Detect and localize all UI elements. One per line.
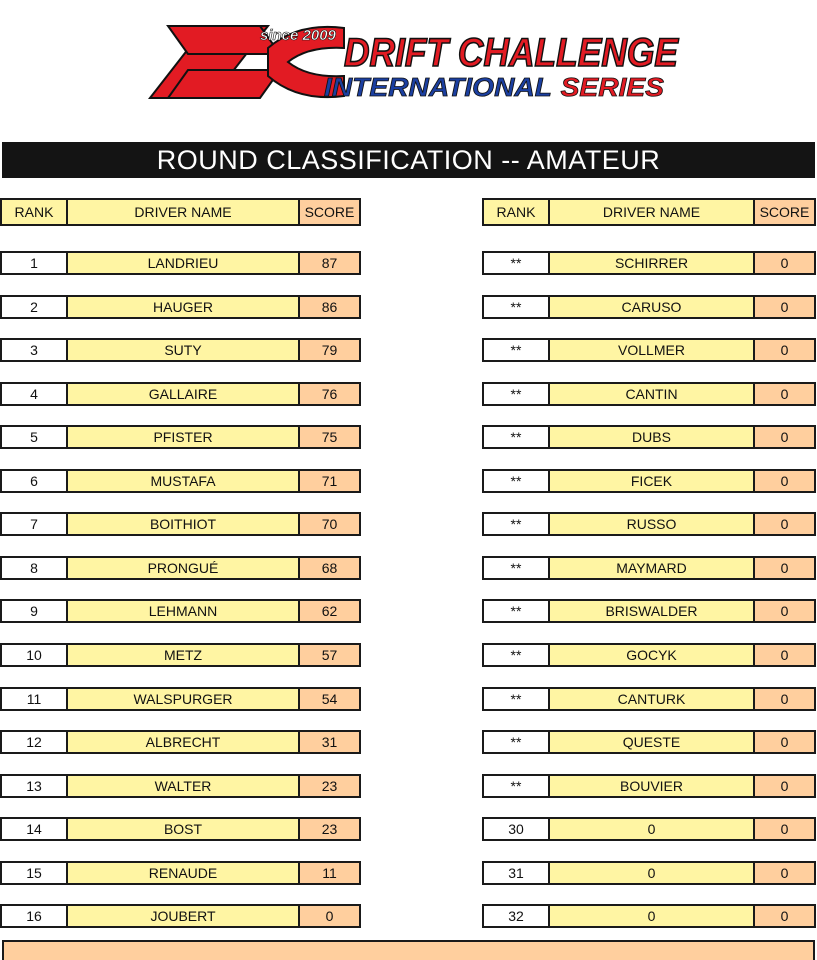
row-rank: 1	[0, 251, 68, 275]
row-rank: **	[482, 730, 550, 754]
logo-since: since 2009	[260, 27, 336, 44]
row-rank: 30	[482, 817, 550, 841]
row-rank: 15	[0, 861, 68, 885]
header-score: SCORE	[298, 198, 361, 226]
logo-x-mark-lower	[168, 70, 280, 98]
row-score: 54	[298, 687, 361, 711]
row-score: 0	[753, 556, 816, 580]
row-rank: 10	[0, 643, 68, 667]
row-rank: **	[482, 425, 550, 449]
row-driver-name: CANTURK	[548, 687, 755, 711]
row-driver-name: BOITHIOT	[66, 512, 300, 536]
row-driver-name: ALBRECHT	[66, 730, 300, 754]
row-rank: 2	[0, 295, 68, 319]
row-driver-name: BRISWALDER	[548, 599, 755, 623]
row-score: 0	[753, 687, 816, 711]
row-score: 0	[753, 730, 816, 754]
row-driver-name: MUSTAFA	[66, 469, 300, 493]
row-score: 0	[753, 425, 816, 449]
row-score: 0	[753, 382, 816, 406]
row-score: 0	[753, 861, 816, 885]
drift-challenge-logo	[148, 18, 688, 104]
row-score: 11	[298, 861, 361, 885]
row-driver-name: QUESTE	[548, 730, 755, 754]
row-driver-name: PFISTER	[66, 425, 300, 449]
row-rank: 13	[0, 774, 68, 798]
row-score: 71	[298, 469, 361, 493]
row-driver-name: METZ	[66, 643, 300, 667]
row-score: 70	[298, 512, 361, 536]
row-rank: 32	[482, 904, 550, 928]
row-driver-name: JOUBERT	[66, 904, 300, 928]
row-score: 62	[298, 599, 361, 623]
row-driver-name: DUBS	[548, 425, 755, 449]
row-driver-name: 0	[548, 861, 755, 885]
row-driver-name: FICEK	[548, 469, 755, 493]
row-driver-name: SUTY	[66, 338, 300, 362]
row-rank: 5	[0, 425, 68, 449]
row-driver-name: CARUSO	[548, 295, 755, 319]
page-title: ROUND CLASSIFICATION -- AMATEUR	[2, 142, 815, 178]
logo-line2	[324, 72, 665, 102]
header-driver-name: DRIVER NAME	[548, 198, 755, 226]
header-rank: RANK	[482, 198, 550, 226]
row-driver-name: PRONGUÉ	[66, 556, 300, 580]
row-driver-name: GALLAIRE	[66, 382, 300, 406]
header-driver-name: DRIVER NAME	[66, 198, 300, 226]
logo-graphic	[148, 18, 688, 104]
row-rank: 11	[0, 687, 68, 711]
row-rank: 31	[482, 861, 550, 885]
row-driver-name: WALTER	[66, 774, 300, 798]
row-rank: **	[482, 643, 550, 667]
row-rank: **	[482, 382, 550, 406]
row-rank: 9	[0, 599, 68, 623]
row-driver-name: BOST	[66, 817, 300, 841]
logo-line2-intern: INTERN	[324, 72, 421, 102]
row-driver-name: LANDRIEU	[66, 251, 300, 275]
row-score: 76	[298, 382, 361, 406]
row-score: 0	[753, 295, 816, 319]
row-rank: **	[482, 338, 550, 362]
row-rank: 6	[0, 469, 68, 493]
row-rank: 4	[0, 382, 68, 406]
row-rank: **	[482, 774, 550, 798]
row-score: 0	[753, 338, 816, 362]
row-score: 0	[753, 512, 816, 536]
row-rank: 12	[0, 730, 68, 754]
row-score: 87	[298, 251, 361, 275]
row-rank: **	[482, 512, 550, 536]
logo-line1: DRIFT CHALLENGE	[344, 31, 680, 75]
row-score: 79	[298, 338, 361, 362]
row-score: 0	[753, 251, 816, 275]
row-score: 68	[298, 556, 361, 580]
row-rank: 16	[0, 904, 68, 928]
row-driver-name: RENAUDE	[66, 861, 300, 885]
logo-line2-series: SERIES	[560, 72, 657, 102]
footer-bar	[2, 940, 815, 960]
row-score: 0	[298, 904, 361, 928]
header-score: SCORE	[753, 198, 816, 226]
row-score: 86	[298, 295, 361, 319]
row-score: 23	[298, 817, 361, 841]
row-rank: 14	[0, 817, 68, 841]
row-rank: 3	[0, 338, 68, 362]
row-rank: **	[482, 469, 550, 493]
row-driver-name: LEHMANN	[66, 599, 300, 623]
row-score: 75	[298, 425, 361, 449]
row-score: 0	[753, 817, 816, 841]
row-driver-name: SCHIRRER	[548, 251, 755, 275]
row-score: 0	[753, 904, 816, 928]
row-score: 23	[298, 774, 361, 798]
row-rank: 8	[0, 556, 68, 580]
row-driver-name: WALSPURGER	[66, 687, 300, 711]
row-score: 57	[298, 643, 361, 667]
row-driver-name: MAYMARD	[548, 556, 755, 580]
header-rank: RANK	[0, 198, 68, 226]
row-driver-name: GOCYK	[548, 643, 755, 667]
logo-line2-ational: ATIONAL	[428, 72, 543, 102]
row-rank: **	[482, 556, 550, 580]
row-score: 0	[753, 643, 816, 667]
row-driver-name: VOLLMER	[548, 338, 755, 362]
row-score: 0	[753, 774, 816, 798]
row-score: 0	[753, 469, 816, 493]
row-rank: **	[482, 295, 550, 319]
row-driver-name: BOUVIER	[548, 774, 755, 798]
row-rank: **	[482, 599, 550, 623]
row-driver-name: 0	[548, 904, 755, 928]
row-rank: 7	[0, 512, 68, 536]
row-driver-name: CANTIN	[548, 382, 755, 406]
row-driver-name: HAUGER	[66, 295, 300, 319]
row-rank: **	[482, 687, 550, 711]
row-score: 31	[298, 730, 361, 754]
row-score: 0	[753, 599, 816, 623]
row-rank: **	[482, 251, 550, 275]
row-driver-name: RUSSO	[548, 512, 755, 536]
row-driver-name: 0	[548, 817, 755, 841]
